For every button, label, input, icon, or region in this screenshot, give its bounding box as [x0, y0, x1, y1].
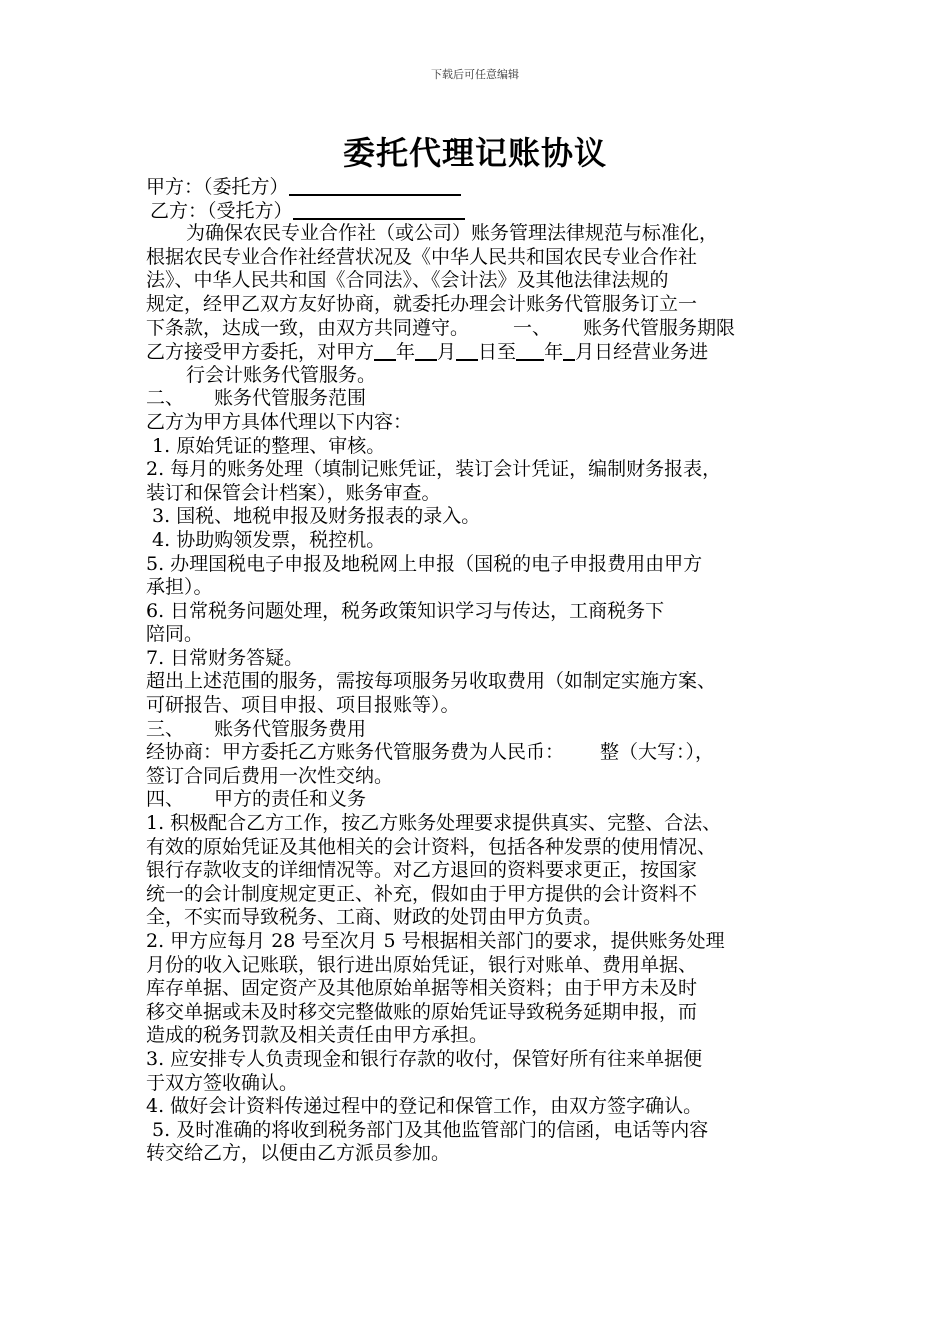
- duty-line: 有效的原始凭证及其他相关的会计资料，包括各种发票的使用情况、: [146, 835, 717, 858]
- duty-line: 移交单据或未及时移交完整做账的原始凭证导致税务延期申报，而: [146, 1000, 698, 1023]
- intro-line: 为确保农民专业合作社（或公司）账务管理法律规范与标准化，: [186, 222, 719, 245]
- service-period-cont: 行会计账务代管服务。: [186, 363, 377, 386]
- duty-line: 造成的税务罚款及相关责任由甲方承担。: [146, 1024, 489, 1047]
- section-number: 三、: [146, 717, 185, 740]
- period-text: 年: [544, 341, 564, 364]
- duty-line: 月份的收入记账联，银行进出原始凭证，银行对账单、费用单据、: [146, 953, 698, 976]
- page-header: 下载后可任意编辑: [431, 68, 519, 81]
- intro-line: 法》、中华人民共和国《合同法》、《会计法》及其他法律法规的: [146, 269, 669, 292]
- scope-item: 装订和保管会计档案），账务审查。: [146, 481, 441, 504]
- duty-line: 统一的会计制度规定更正、补充，假如由于甲方提供的会计资料不: [146, 882, 698, 905]
- scope-item: 1. 原始凭证的整理、审核。: [146, 434, 386, 457]
- duty-line: 转交给乙方，以便由乙方派员参加。: [146, 1142, 451, 1165]
- intro-line: 根据农民专业合作社经营状况及《中华人民共和国农民专业合作社: [146, 245, 698, 268]
- section-title: 账务代管服务费用: [214, 717, 367, 740]
- section-number: 四、: [146, 788, 185, 811]
- day-blank: [456, 340, 478, 361]
- party-b-line: [146, 199, 826, 223]
- section-number: 二、: [146, 387, 185, 410]
- scope-item: 可研报告、项目申报、项目报账等）。: [146, 694, 460, 717]
- section-title: 账务代管服务期限: [583, 316, 736, 339]
- document-title: 委托代理记账协议: [342, 134, 607, 172]
- section-title: 账务代管服务范围: [214, 387, 367, 410]
- service-period-line: [146, 340, 826, 364]
- section-heading: [146, 387, 826, 411]
- period-text: 年: [396, 341, 416, 364]
- scope-item: 2. 每月的账务处理（填制记账凭证，装订会计凭证，编制财务报表，: [146, 458, 722, 481]
- party-b-blank: [293, 199, 465, 220]
- year-blank: [374, 340, 396, 361]
- section-heading: [146, 718, 826, 742]
- fee-line: [146, 741, 826, 765]
- scope-item: 承担）。: [146, 576, 213, 599]
- scope-item: 5. 办理国税电子申报及地税网上申报（国税的电子申报费用由甲方: [146, 552, 703, 575]
- scope-item: 陪同。: [146, 623, 204, 646]
- duty-line: 5. 及时准确的将收到税务部门及其他监管部门的信函，电话等内容: [146, 1118, 709, 1141]
- period-text: 月日经营业务进: [575, 341, 709, 364]
- duty-line: 全，不实而导致税务、工商、财政的处罚由甲方负责。: [146, 906, 603, 929]
- duty-line: 3. 应安排专人负责现金和银行存款的收付，保管好所有往来单据便: [146, 1047, 703, 1070]
- section-number: 一、: [513, 316, 552, 339]
- duty-line: 库存单据、固定资产及其他原始单据等相关资料；由于甲方未及时: [146, 977, 698, 1000]
- party-a-blank: [289, 175, 461, 196]
- section-heading: [146, 788, 826, 812]
- section-intro: 乙方为甲方具体代理以下内容：: [146, 410, 413, 433]
- intro-line-with-section-heading: [146, 317, 826, 341]
- scope-item: 6. 日常税务问题处理，税务政策知识学习与传达，工商税务下: [146, 599, 665, 622]
- scope-item: 7. 日常财务答疑。: [146, 646, 304, 669]
- intro-line: 下条款，达成一致，由双方共同遵守。: [146, 316, 470, 339]
- scope-item: 4. 协助购领发票，税控机。: [146, 528, 386, 551]
- scope-item: 超出上述范围的服务，需按每项服务另收取费用（如制定实施方案、: [146, 670, 717, 693]
- month-end-blank: [563, 340, 575, 361]
- fee-line: 签订合同后费用一次性交纳。: [146, 764, 394, 787]
- section-title: 甲方的责任和义务: [214, 788, 367, 811]
- period-text: 月: [437, 341, 457, 364]
- party-a-line: [146, 175, 826, 199]
- duty-line: 1. 积极配合乙方工作，按乙方账务处理要求提供真实、完整、合法、: [146, 812, 722, 835]
- party-a-label: 甲方：（委托方）: [146, 176, 289, 198]
- period-text: 日至: [478, 341, 517, 364]
- scope-item: 3. 国税、地税申报及财务报表的录入。: [146, 505, 481, 528]
- party-b-label: 乙方：（受托方）: [150, 199, 293, 222]
- year-end-blank: [516, 340, 544, 361]
- period-text: 乙方接受甲方委托，对甲方: [146, 341, 375, 364]
- intro-line: 规定，经甲乙双方友好协商，就委托办理会计账务代管服务订立一: [146, 292, 698, 315]
- fee-text: 经协商：甲方委托乙方账务代管服务费为人民币：: [146, 741, 565, 764]
- duty-line: 2. 甲方应每月 28 号至次月 5 号根据相关部门的要求，提供账务处理: [146, 930, 725, 952]
- duty-line: 银行存款收支的详细情况等。对乙方退回的资料要求更正，按国家: [146, 859, 698, 882]
- fee-text: 整（大写：），: [600, 741, 715, 764]
- month-blank: [415, 340, 437, 361]
- duty-line: 于双方签收确认。: [146, 1071, 299, 1094]
- duty-line: 4. 做好会计资料传递过程中的登记和保管工作，由双方签字确认。: [146, 1095, 703, 1118]
- document-body: [146, 175, 826, 1166]
